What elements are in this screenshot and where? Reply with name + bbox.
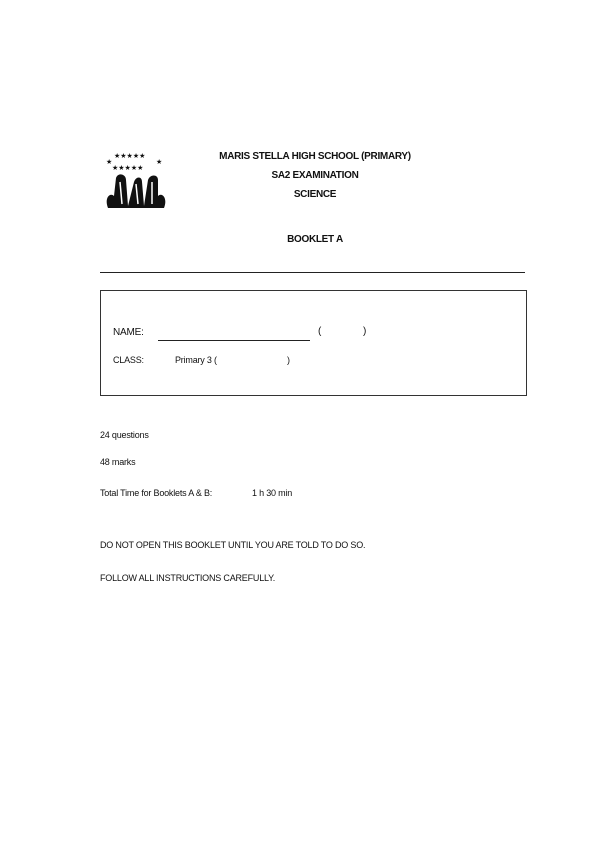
name-label: NAME: bbox=[113, 327, 144, 338]
index-open: ( bbox=[318, 326, 322, 337]
exam-title: SA2 EXAMINATION bbox=[271, 170, 359, 181]
time-label: Total Time for Booklets A & B: bbox=[100, 488, 213, 498]
name-field[interactable] bbox=[158, 340, 310, 341]
svg-text:★★★★★: ★★★★★ bbox=[114, 152, 146, 160]
class-label: CLASS: bbox=[113, 355, 144, 365]
student-details-box bbox=[100, 290, 527, 396]
svg-text:★★★★★: ★★★★★ bbox=[112, 164, 144, 172]
booklet-title: BOOKLET A bbox=[287, 234, 343, 245]
total-marks: 48 marks bbox=[100, 457, 136, 467]
time-value: 1 h 30 min bbox=[252, 488, 293, 498]
svg-text:★: ★ bbox=[156, 158, 163, 166]
instruction-1: DO NOT OPEN THIS BOOKLET UNTIL YOU ARE TOLD TO DO SO. bbox=[100, 540, 366, 550]
subject-title: SCIENCE bbox=[293, 189, 337, 200]
class-value: Primary 3 ( bbox=[175, 355, 217, 365]
svg-text:★: ★ bbox=[106, 158, 113, 166]
question-count: 24 questions bbox=[100, 430, 149, 440]
school-crest-icon bbox=[100, 148, 172, 220]
divider bbox=[100, 272, 525, 273]
class-close: ) bbox=[287, 355, 290, 365]
school-name: MARIS STELLA HIGH SCHOOL (PRIMARY) bbox=[219, 151, 411, 162]
index-close: ) bbox=[363, 326, 367, 337]
instruction-2: FOLLOW ALL INSTRUCTIONS CAREFULLY. bbox=[100, 573, 276, 583]
